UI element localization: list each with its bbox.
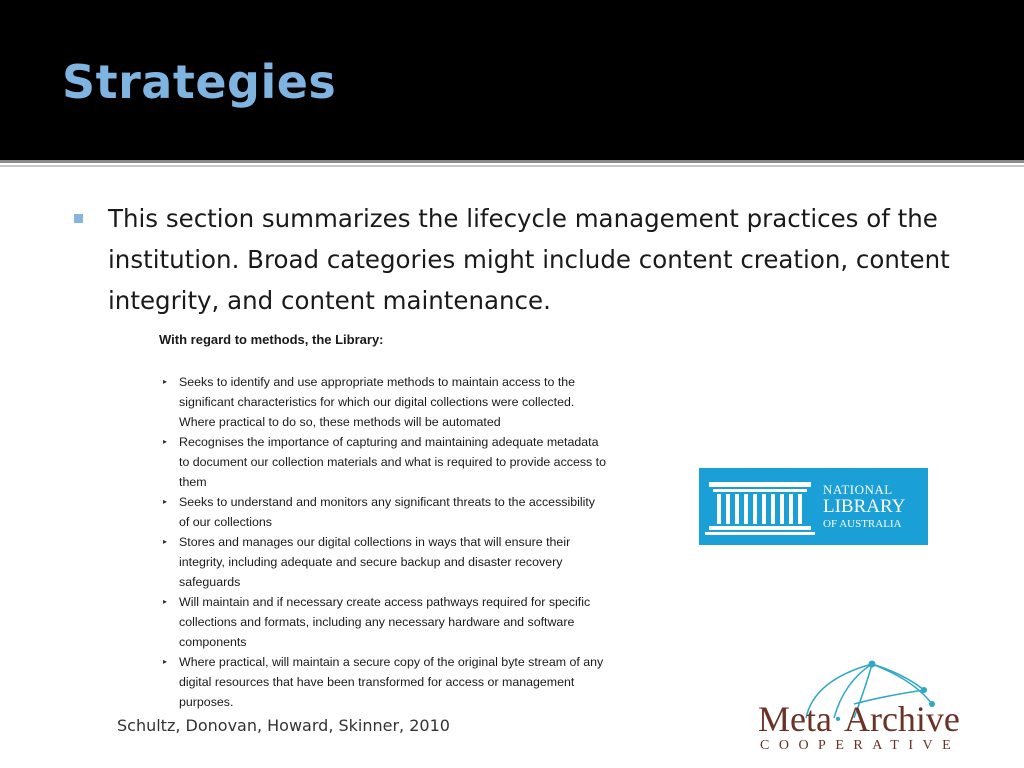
triangle-right-icon: ▸ xyxy=(163,597,168,606)
citation: Schultz, Donovan, Howard, Skinner, 2010 xyxy=(117,716,450,735)
list-item-line: Will maintain and if necessary create access pathways required for specific xyxy=(179,595,591,609)
nla-wordmark: NATIONAL LIBRARY OF AUSTRALIA xyxy=(823,482,906,530)
slide-title: Strategies xyxy=(62,55,337,109)
list-item-line: significant characteristics for which our digital collections were collected. xyxy=(179,395,575,409)
triangle-right-icon: ▸ xyxy=(163,657,168,666)
list-item-line: Stores and manages our digital collections in ways that will ensure their xyxy=(179,535,571,549)
triangle-right-icon: ▸ xyxy=(163,377,168,386)
list-item xyxy=(156,652,666,712)
triangle-right-icon: ▸ xyxy=(163,497,168,506)
list-item xyxy=(156,372,666,432)
meta-archive-tagline: COOPERATIVE xyxy=(760,738,961,753)
library-methods-excerpt xyxy=(156,330,666,712)
list-item-line: collections and formats, including any necessary hardware and software xyxy=(179,615,575,629)
list-item xyxy=(156,592,666,652)
list-item-line: integrity, including adequate and secure backup and disaster recovery xyxy=(179,555,563,569)
list-item-line: digital resources that have been transformed for access or management xyxy=(179,675,575,689)
list-item xyxy=(156,492,666,532)
list-item-line: Where practical to do so, these methods will be automated xyxy=(179,415,501,429)
list-item-line: Where practical, will maintain a secure copy of the original byte stream of any xyxy=(179,655,604,669)
list-item-line: Recognises the importance of capturing and maintaining adequate metadata xyxy=(179,435,599,449)
list-item-line: Seeks to identify and use appropriate methods to maintain access to the xyxy=(179,375,576,389)
list-item-line: Seeks to understand and monitors any significant threats to the accessibility xyxy=(179,495,595,509)
triangle-right-icon: ▸ xyxy=(163,537,168,546)
excerpt-heading: With regard to methods, the Library: xyxy=(159,332,384,347)
list-item-line: safeguards xyxy=(179,575,241,589)
square-bullet-icon xyxy=(74,214,83,223)
list-item-line: them xyxy=(179,475,207,489)
list-item-line: purposes. xyxy=(179,695,234,709)
list-item xyxy=(156,532,666,592)
title-divider xyxy=(0,160,1024,163)
meta-archive-wordmark: Meta·Archive xyxy=(758,699,960,739)
library-building-icon xyxy=(705,476,815,536)
list-item-line: of our collections xyxy=(179,515,272,529)
list-item-line: to document our collection materials and what is required to provide access to xyxy=(179,455,607,469)
national-library-of-australia-logo xyxy=(699,468,928,545)
triangle-right-icon: ▸ xyxy=(163,437,168,446)
list-item xyxy=(156,432,666,492)
dot-separator-icon: · xyxy=(831,699,844,739)
list-item-line: components xyxy=(179,635,247,649)
title-bar xyxy=(0,0,1024,160)
excerpt-list xyxy=(156,372,666,712)
bullet-text: This section summarizes the lifecycle management practices of the institution. Broad categories might include content creation, content integrity, and content maintenance. xyxy=(108,204,950,315)
title-divider-secondary xyxy=(0,165,1024,167)
meta-archive-cooperative-logo xyxy=(754,660,978,756)
